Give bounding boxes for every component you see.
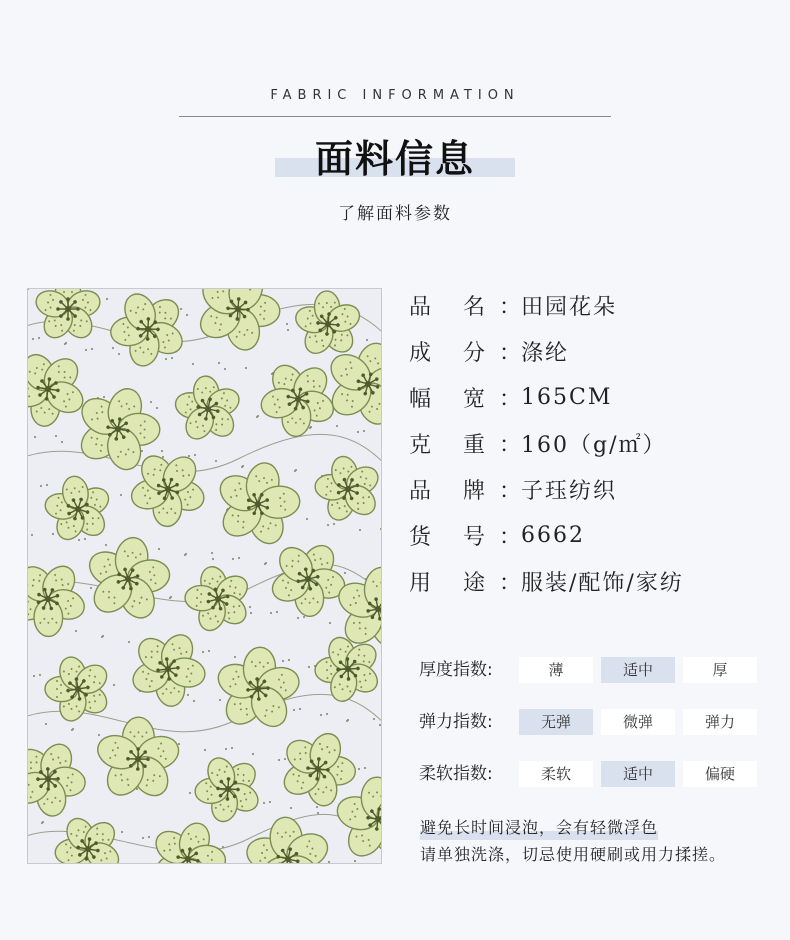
spec-label-char: 名 [462,294,485,320]
spec-label-char: 成 [409,340,432,366]
elasticity-option: 微弹 [601,709,675,735]
spec-label-char: 克 [409,432,432,458]
page-subtitle: 了解面料参数 [338,204,452,224]
spec-row-width: 幅 宽 ： 165CM [409,374,769,420]
spec-label-char: 品 [409,478,432,504]
softness-option-selected: 适中 [601,761,675,787]
spec-label-char: 宽 [462,386,485,412]
softness-option: 柔软 [519,761,593,787]
spec-label-char: 途 [462,570,485,596]
softness-index-label: 柔软指数: [419,764,493,784]
english-title: FABRIC INFORMATION [270,88,520,103]
fabric-swatch-image [27,288,382,864]
spec-value-weight: 160（g/㎡） [521,432,667,458]
spec-label-char: 牌 [462,478,485,504]
spec-label-char: 品 [409,294,432,320]
care-instructions [420,814,726,868]
title-divider [179,116,611,117]
elasticity-option-selected: 无弹 [519,709,593,735]
fabric-indexes [419,656,765,812]
spec-label-char: 号 [462,524,485,550]
spec-value-width: 165CM [521,384,613,410]
softness-index-row [419,760,765,812]
softness-option: 偏硬 [683,761,757,787]
spec-row-name: 品 名 ： 田园花朵 [409,282,769,328]
spec-value-composition: 涤纶 [521,340,570,366]
thickness-option: 厚 [683,657,757,683]
spec-label-char: 用 [409,570,432,596]
care-line-2: 请单独洗涤，切忌使用硬刷或用力揉搓。 [420,845,727,864]
spec-row-composition: 成 分 ： 涤纶 [409,328,769,374]
spec-label-char: 货 [409,524,432,550]
spec-row-weight: 克 重 ： 160（g/㎡） [409,420,769,466]
thickness-option: 薄 [519,657,593,683]
elasticity-index-row [419,708,765,760]
spec-label-char: 分 [462,340,485,366]
floral-fabric-icon [28,289,382,864]
thickness-option-selected: 适中 [601,657,675,683]
care-line-1: 避免长时间浸泡，会有轻微浮色 [420,818,659,837]
elasticity-index-label: 弹力指数: [419,712,493,732]
spec-value-item-number: 6662 [521,522,585,548]
spec-row-usage: 用 途 ： 服装/配饰/家纺 [409,558,769,604]
elasticity-option: 弹力 [683,709,757,735]
page-title: 面料信息 [314,137,475,181]
spec-list [409,282,769,604]
spec-value-name: 田园花朵 [521,294,618,320]
spec-label-char: 幅 [409,386,432,412]
spec-label-char: 重 [462,432,485,458]
thickness-index-row [419,656,765,708]
thickness-index-label: 厚度指数: [419,660,493,680]
spec-value-usage: 服装/配饰/家纺 [521,570,684,596]
spec-row-item-number: 货 号 ： 6662 [409,512,769,558]
spec-value-brand: 子珏纺织 [521,478,618,504]
spec-row-brand: 品 牌 ： 子珏纺织 [409,466,769,512]
